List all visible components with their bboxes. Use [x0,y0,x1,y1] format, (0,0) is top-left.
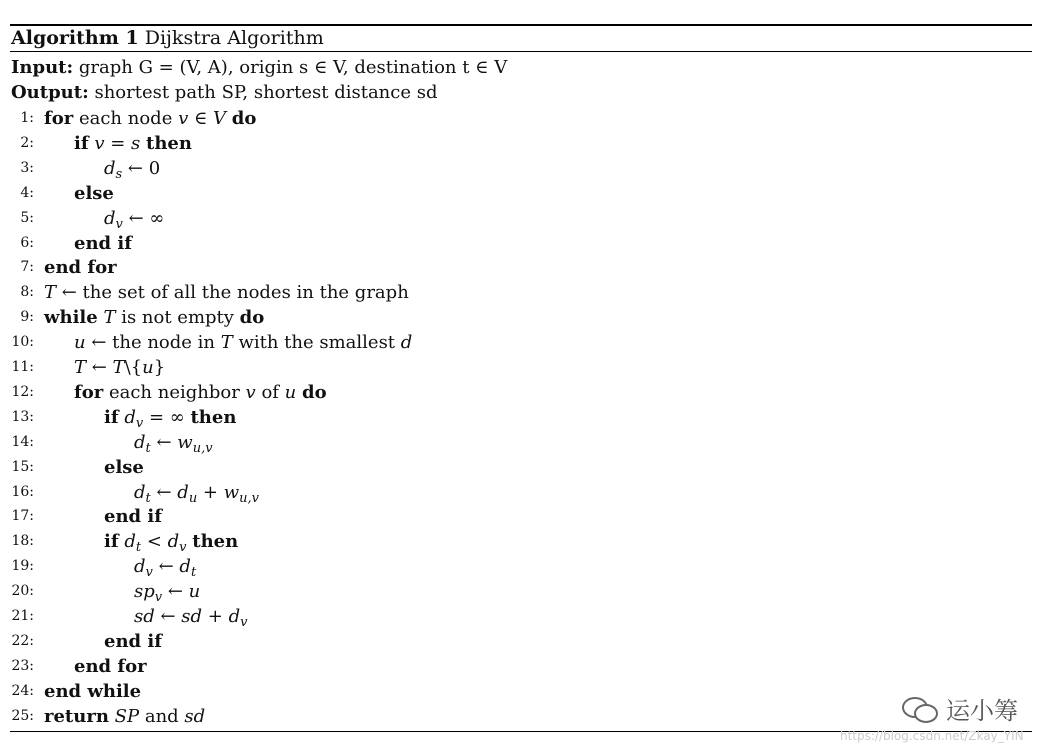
caption-rule [10,51,1032,52]
line-number: 7: [20,259,34,276]
line-code: for each neighbor v of u do [74,381,327,403]
line-number: 1: [20,110,34,126]
watermark-text: 运小筹 [946,696,1018,725]
line-number: 8: [20,284,34,301]
line-number: 5: [20,209,34,226]
line-code: end for [74,655,147,677]
line-number: 16: [11,483,34,500]
line-code: end if [104,630,162,652]
line-number: 11: [11,359,34,375]
line-number: 12: [11,383,34,400]
line-number: 15: [11,458,34,475]
line-code: T ← the set of all the nodes in the graph [44,282,409,304]
line-code: $d_t$ ← $d_u + w_{u,v}$ [134,481,260,506]
line-number: 18: [11,533,34,550]
line-number: 25: [11,707,34,724]
line-code: u ← the node in T with the smallest d [74,332,413,354]
line-number: 24: [11,682,34,699]
line-code: else [74,182,114,204]
output-label: Output: [11,82,89,103]
line-code: return SP and sd [44,705,206,727]
output-text: shortest path SP, shortest distance sd [94,82,438,103]
line-number: 22: [11,632,34,649]
algorithm-input [11,57,507,79]
line-code: end while [44,680,142,702]
line-code: if $d_v$ = ∞ then [104,406,237,431]
line-number: 4: [20,184,34,201]
line-code: end if [74,232,132,254]
line-code: for each node v ∈ V do [44,108,257,129]
line-code: $sp_v$ ← u [134,581,201,606]
watermark [900,690,1018,726]
line-code: $d_v$ ← ∞ [104,207,165,232]
caption-title: Dijkstra Algorithm [144,27,324,49]
wechat-icon [900,693,940,723]
line-number: 6: [20,234,34,251]
line-code: end if [104,506,162,528]
algorithm-output [11,82,437,104]
input-text: graph G = (V, A), origin s ∈ V, destination t ∈ V [78,57,508,78]
line-number: 3: [20,159,34,176]
line-number: 9: [20,309,34,326]
line-code: sd ← sd + $d_v$ [134,606,248,630]
line-code: else [104,456,144,478]
line-code: $d_s$ ← 0 [104,157,161,182]
line-code: while T is not empty do [44,307,265,329]
line-number: 23: [11,657,34,674]
line-number: 21: [11,608,34,624]
line-code: $d_v$ ← $d_t$ [134,556,197,581]
line-number: 19: [11,558,34,575]
algorithm-caption [11,26,324,50]
line-code: T ← T\{u} [74,357,166,378]
line-code: if v = s then [74,132,192,154]
line-number: 17: [11,508,34,525]
line-number: 2: [20,134,34,151]
line-number: 10: [11,334,34,351]
line-number: 14: [11,433,34,450]
line-number: 20: [11,583,34,600]
watermark-url: https://blog.csdn.net/Zkay_YIN [840,729,1024,743]
input-label: Input: [11,57,74,78]
line-code: if $d_t < d_v$ then [104,531,239,556]
line-code: $d_t$ ← $w_{u,v}$ [134,431,213,456]
caption-label: Algorithm 1 [11,27,139,49]
line-code: end for [44,257,117,279]
line-number: 13: [11,408,34,425]
